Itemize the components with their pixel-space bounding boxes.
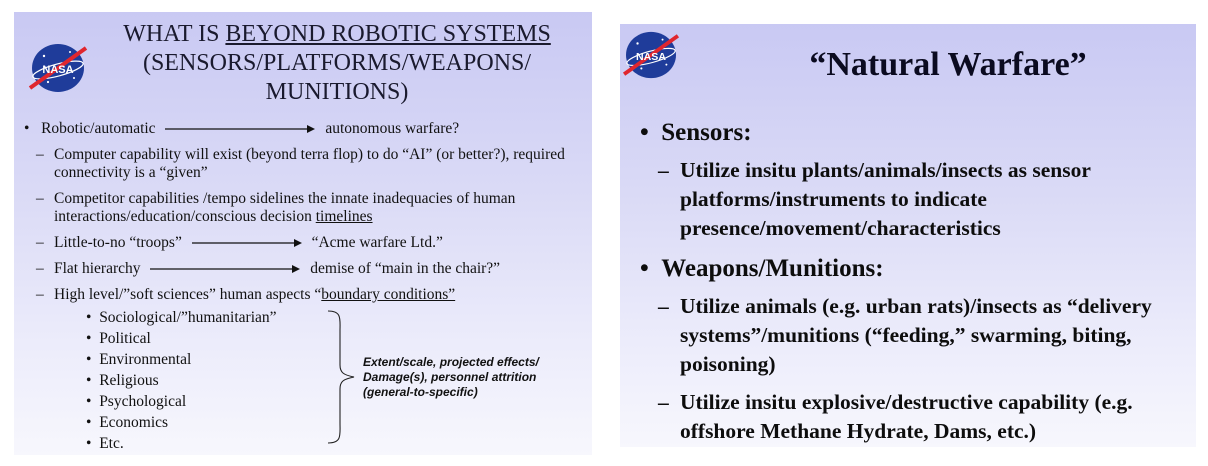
list-item: • Psychological [86, 393, 187, 410]
slide-left [14, 12, 592, 455]
list-item: • Sociological/”humanitarian” [86, 309, 277, 326]
title-line-2: (SENSORS/PLATFORMS/WEAPONS/ [142, 50, 532, 76]
main-bullet-end: autonomous warfare? [325, 120, 460, 137]
bullet-weapons: • Weapons/Munitions: [640, 255, 884, 282]
arrow-right-icon [192, 238, 302, 248]
title-underlined: BEYOND ROBOTIC SYSTEMS [225, 21, 551, 47]
main-bullet-start: Robotic/automatic [41, 120, 156, 137]
logo-text: NASA [636, 50, 666, 63]
sub-bullet-troops: – Little-to-no “troops” “Acme warfare Ltd.” [36, 234, 443, 251]
list-item: • Etc. [86, 435, 124, 452]
sub-bullet-hierarchy: – Flat hierarchy demise of “main in the chair?” [36, 260, 501, 277]
list-item: • Political [86, 330, 151, 347]
sub-sub-list [86, 307, 277, 454]
slide-title: “Natural Warfare” [809, 46, 1087, 83]
list-item: • Religious [86, 372, 159, 389]
sub-bullet-competitor: – Competitor capabilities /tempo sidelines the innate inadequacies of human interactions/education/conscious decision timelines [36, 190, 516, 225]
slide-title [82, 20, 592, 107]
sub-bullet-high-level: – High level/”soft sciences” human aspects “boundary conditions” [36, 286, 456, 303]
bullet-sensors: • Sensors: [640, 119, 752, 146]
arrow-right-icon [150, 264, 300, 274]
nasa-logo-icon [26, 42, 90, 94]
arrow-right-icon [165, 124, 315, 134]
logo-text: NASA [42, 64, 74, 76]
list-item: • Environmental [86, 351, 192, 368]
slide-right [620, 24, 1196, 447]
list-item: • Economics [86, 414, 169, 431]
brace-icon [324, 309, 358, 445]
sub-bullet-animals: – Utilize animals (e.g. urban rats)/insects as “delivery systems”/munitions (“feeding,” swarming, biting, poisoning) [658, 294, 1152, 376]
main-bullet: • Robotic/automatic autonomous warfare? [24, 120, 460, 137]
sub-bullet-explosive: – Utilize insitu explosive/destructive capability (e.g. offshore Methane Hydrate, Dams, etc.) [658, 390, 1133, 443]
sub-bullet-sensors: – Utilize insitu plants/animals/insects as sensor platforms/instruments to indicate presence/movement/characteristics [658, 158, 1091, 240]
sub-bullet-computer: – Computer capability will exist (beyond terra flop) to do “AI” (or better?), required connectivity is a “given” [36, 146, 565, 181]
title-line-3: MUNITIONS) [265, 79, 409, 105]
title-prefix: WHAT IS [123, 21, 226, 47]
annotation-text: Extent/scale, projected effects/ Damage(s), personnel attrition (general-to-specific) [363, 355, 539, 399]
nasa-logo-icon [620, 30, 682, 80]
